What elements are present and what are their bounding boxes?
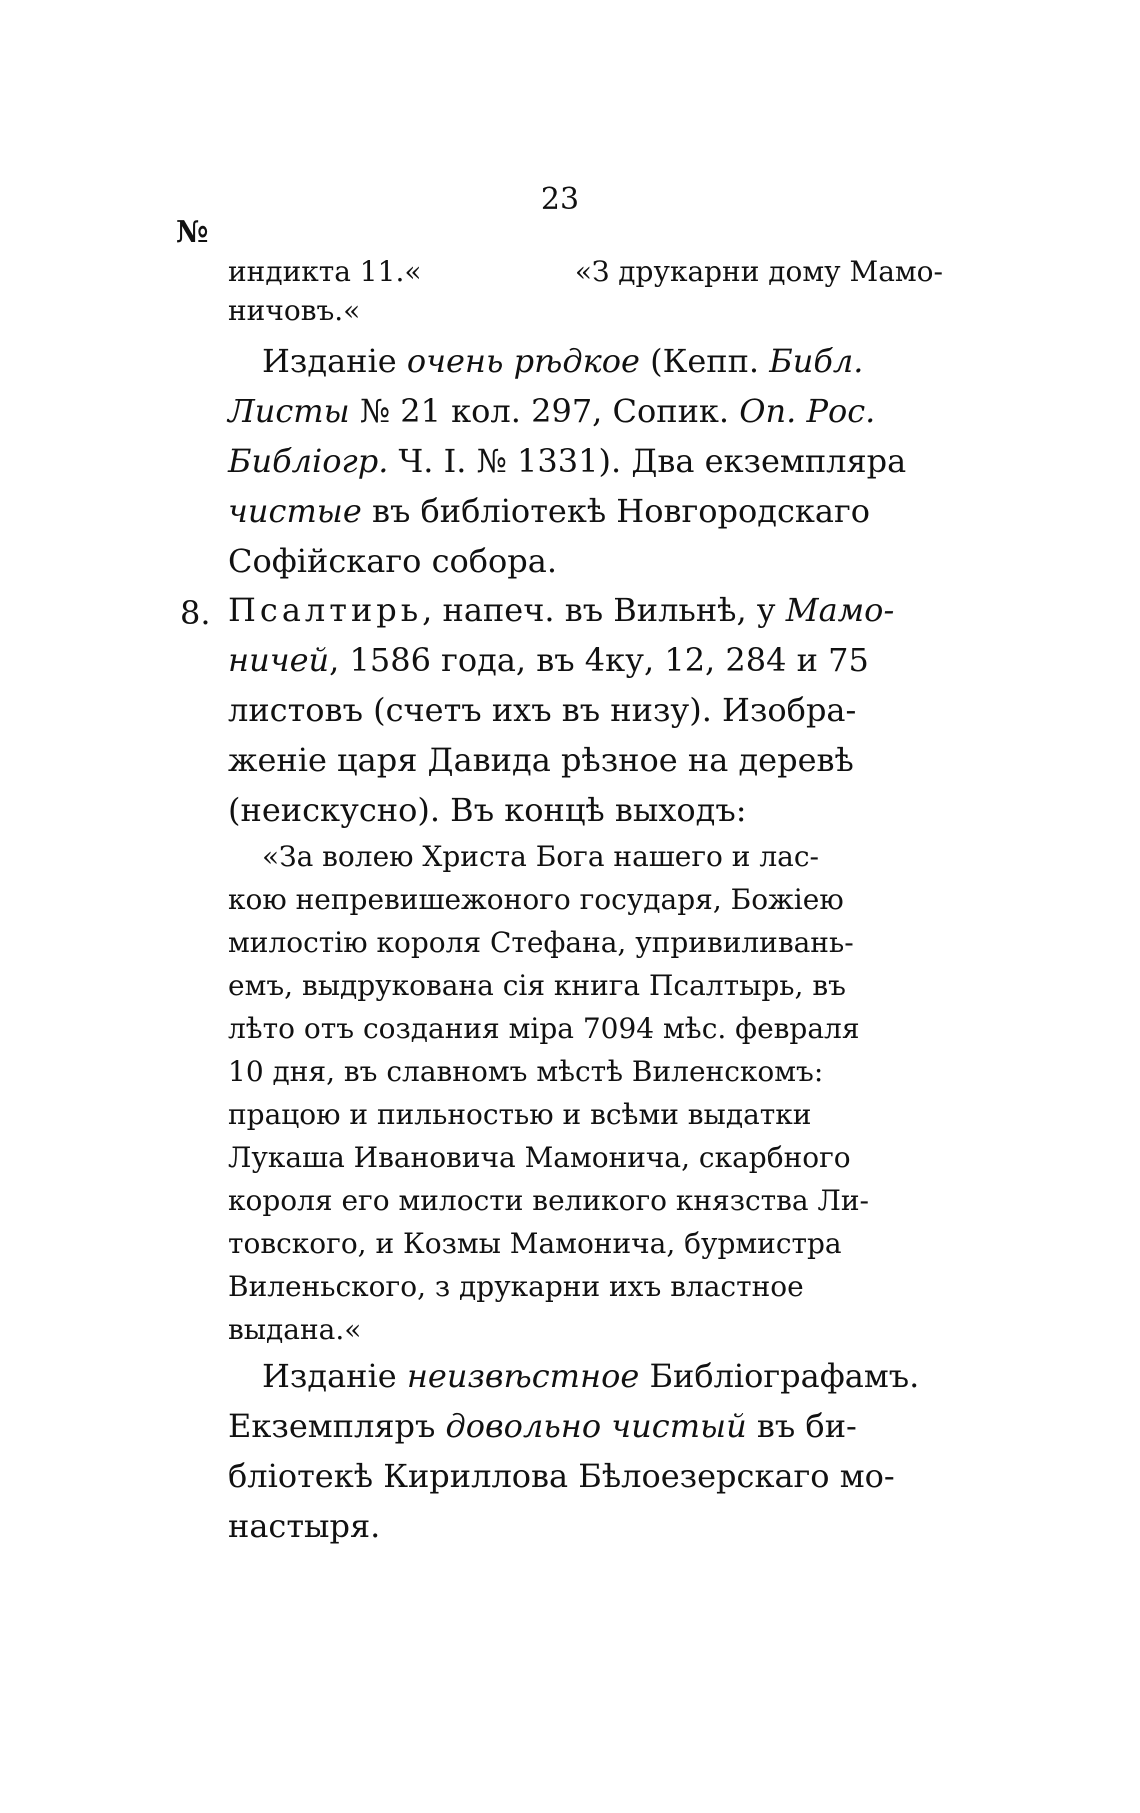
page-number: 23 [540, 182, 580, 217]
entry-line: листовъ (счетъ ихъ въ низу). Изобра- [228, 691, 857, 729]
quote-line: кою непревишежоного государя, Божіею [228, 883, 844, 916]
paragraph-line: Екземпляръ довольно чистый въ би- [228, 1407, 857, 1445]
quote-line: працою и пильностью и всѣми выдатки [228, 1098, 812, 1131]
paragraph-line: Библіогр. Ч. I. № 1331). Два екземпляра [228, 442, 907, 480]
entry-line: Псалтирь, напеч. въ Вильнѣ, у Мамо- [228, 591, 895, 629]
quote-line: товского, и Козмы Мамонича, бурмистра [228, 1227, 842, 1260]
entry-number: 8. [180, 594, 211, 632]
quote-line: Виленьского, з друкарни ихъ властное [228, 1270, 804, 1303]
quote-line: короля его милости великого князства Ли- [228, 1184, 869, 1217]
quote-line: 10 дня, въ славномъ мѣстѣ Виленскомъ: [228, 1055, 824, 1088]
quote-line: милостію короля Стефана, упривиливань- [228, 926, 854, 959]
continuation-line: «З друкарни дому Мамо- [574, 255, 943, 288]
continuation-line: ничовъ.« [228, 294, 361, 327]
quote-line: выдана.« [228, 1313, 362, 1346]
quote-line: лѣто отъ создания міра 7094 мѣс. февраля [228, 1012, 860, 1045]
quote-line: «За волею Христа Бога нашего и лас- [262, 840, 819, 873]
paragraph-line: Софійскаго собора. [228, 542, 558, 580]
quote-line: Лукаша Ивановича Мамонича, скарбного [228, 1141, 851, 1174]
number-sign: № [176, 215, 209, 250]
entry-line: (неискусно). Въ концѣ выходъ: [228, 791, 747, 829]
quote-line: емъ, выдрукована сія книга Псалтырь, въ [228, 969, 846, 1002]
paragraph-line: Изданіе очень рѣдкое (Кепп. Библ. [262, 342, 864, 380]
paragraph-line: Листы № 21 кол. 297, Сопик. Оп. Рос. [228, 392, 876, 430]
paragraph-line: Изданіе неизвѣстное Библіографамъ. [262, 1357, 920, 1395]
paragraph-line: чистые въ библіотекѣ Новгородскаго [228, 492, 870, 530]
entry-line: ничей, 1586 года, въ 4ку, 12, 284 и 75 [228, 641, 869, 679]
continuation-line: индикта 11.« [228, 255, 422, 288]
paragraph-line: бліотекѣ Кириллова Бѣлоезерскаго мо- [228, 1457, 895, 1495]
entry-line: женіе царя Давида рѣзное на деревѣ [228, 741, 854, 779]
paragraph-line: настыря. [228, 1507, 381, 1545]
